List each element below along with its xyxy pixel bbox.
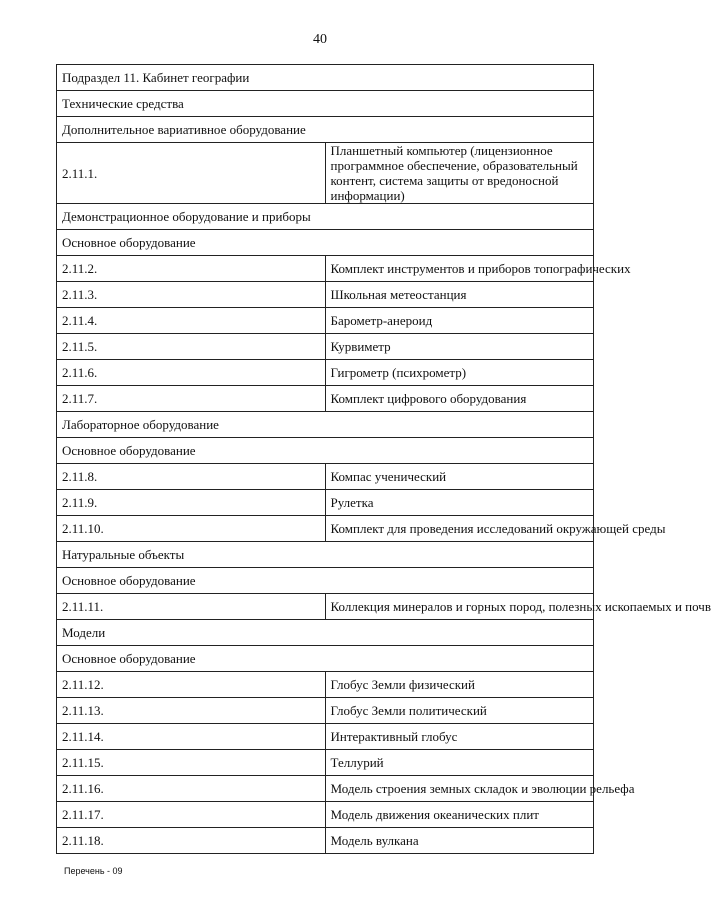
table-row <box>57 308 594 334</box>
item-name: Гигрометр (психрометр) <box>325 360 594 386</box>
item-name: Барометр-анероид <box>325 308 594 334</box>
section-header-cell: Основное оборудование <box>57 646 594 672</box>
section-header-row <box>57 117 594 143</box>
item-code: 2.11.16. <box>57 776 326 802</box>
item-code: 2.11.10. <box>57 516 326 542</box>
table-row <box>57 360 594 386</box>
item-name: Школьная метеостанция <box>325 282 594 308</box>
table-row <box>57 490 594 516</box>
table-row <box>57 750 594 776</box>
item-code: 2.11.15. <box>57 750 326 776</box>
item-name: Модель вулкана <box>325 828 594 854</box>
section-header-cell: Основное оборудование <box>57 230 594 256</box>
section-header-row <box>57 438 594 464</box>
section-header-cell: Модели <box>57 620 594 646</box>
item-code: 2.11.11. <box>57 594 326 620</box>
item-name: Теллурий <box>325 750 594 776</box>
section-header-cell: Основное оборудование <box>57 438 594 464</box>
item-name: Планшетный компьютер (лицензионное программное обеспечение, образовательный контент, система защиты от вредоносной информации) <box>325 143 594 204</box>
section-header-cell: Демонстрационное оборудование и приборы <box>57 204 594 230</box>
table-row <box>57 516 594 542</box>
table-row <box>57 256 594 282</box>
item-name: Модель движения океанических плит <box>325 802 594 828</box>
item-name: Рулетка <box>325 490 594 516</box>
footer-note: Перечень - 09 <box>64 866 123 876</box>
section-header-cell: Лабораторное оборудование <box>57 412 594 438</box>
table-row <box>57 698 594 724</box>
table-row <box>57 386 594 412</box>
item-name: Глобус Земли физический <box>325 672 594 698</box>
section-header-row <box>57 412 594 438</box>
item-code: 2.11.9. <box>57 490 326 516</box>
section-header-cell: Основное оборудование <box>57 568 594 594</box>
item-name: Коллекция минералов и горных пород, полезных ископаемых и почв <box>325 594 594 620</box>
item-code: 2.11.1. <box>57 143 326 204</box>
item-code: 2.11.17. <box>57 802 326 828</box>
item-code: 2.11.3. <box>57 282 326 308</box>
table-row <box>57 282 594 308</box>
item-code: 2.11.18. <box>57 828 326 854</box>
section-header-row <box>57 620 594 646</box>
table-row <box>57 828 594 854</box>
section-header-row <box>57 204 594 230</box>
item-code: 2.11.13. <box>57 698 326 724</box>
section-header-row <box>57 65 594 91</box>
item-code: 2.11.8. <box>57 464 326 490</box>
item-code: 2.11.6. <box>57 360 326 386</box>
item-name: Комплект инструментов и приборов топографических <box>325 256 594 282</box>
table-row <box>57 594 594 620</box>
table-row <box>57 672 594 698</box>
item-name: Модель строения земных складок и эволюции рельефа <box>325 776 594 802</box>
section-header-cell: Дополнительное вариативное оборудование <box>57 117 594 143</box>
item-code: 2.11.12. <box>57 672 326 698</box>
table-row <box>57 724 594 750</box>
section-header-row <box>57 91 594 117</box>
item-code: 2.11.4. <box>57 308 326 334</box>
item-code: 2.11.14. <box>57 724 326 750</box>
section-header-row <box>57 230 594 256</box>
item-name: Глобус Земли политический <box>325 698 594 724</box>
section-header-cell: Подраздел 11. Кабинет географии <box>57 65 594 91</box>
table-row <box>57 776 594 802</box>
section-header-cell: Натуральные объекты <box>57 542 594 568</box>
section-header-row <box>57 542 594 568</box>
table-row <box>57 464 594 490</box>
item-name: Курвиметр <box>325 334 594 360</box>
page-number: 40 <box>313 32 327 47</box>
table-row <box>57 334 594 360</box>
equipment-table <box>56 64 711 854</box>
item-name: Интерактивный глобус <box>325 724 594 750</box>
item-code: 2.11.7. <box>57 386 326 412</box>
item-code: 2.11.5. <box>57 334 326 360</box>
section-header-cell: Технические средства <box>57 91 594 117</box>
section-header-row <box>57 568 594 594</box>
item-name: Компас ученический <box>325 464 594 490</box>
item-name: Комплект цифрового оборудования <box>325 386 594 412</box>
item-name: Комплект для проведения исследований окружающей среды <box>325 516 594 542</box>
item-code: 2.11.2. <box>57 256 326 282</box>
section-header-row <box>57 646 594 672</box>
table-row <box>57 143 594 204</box>
table-row <box>57 802 594 828</box>
